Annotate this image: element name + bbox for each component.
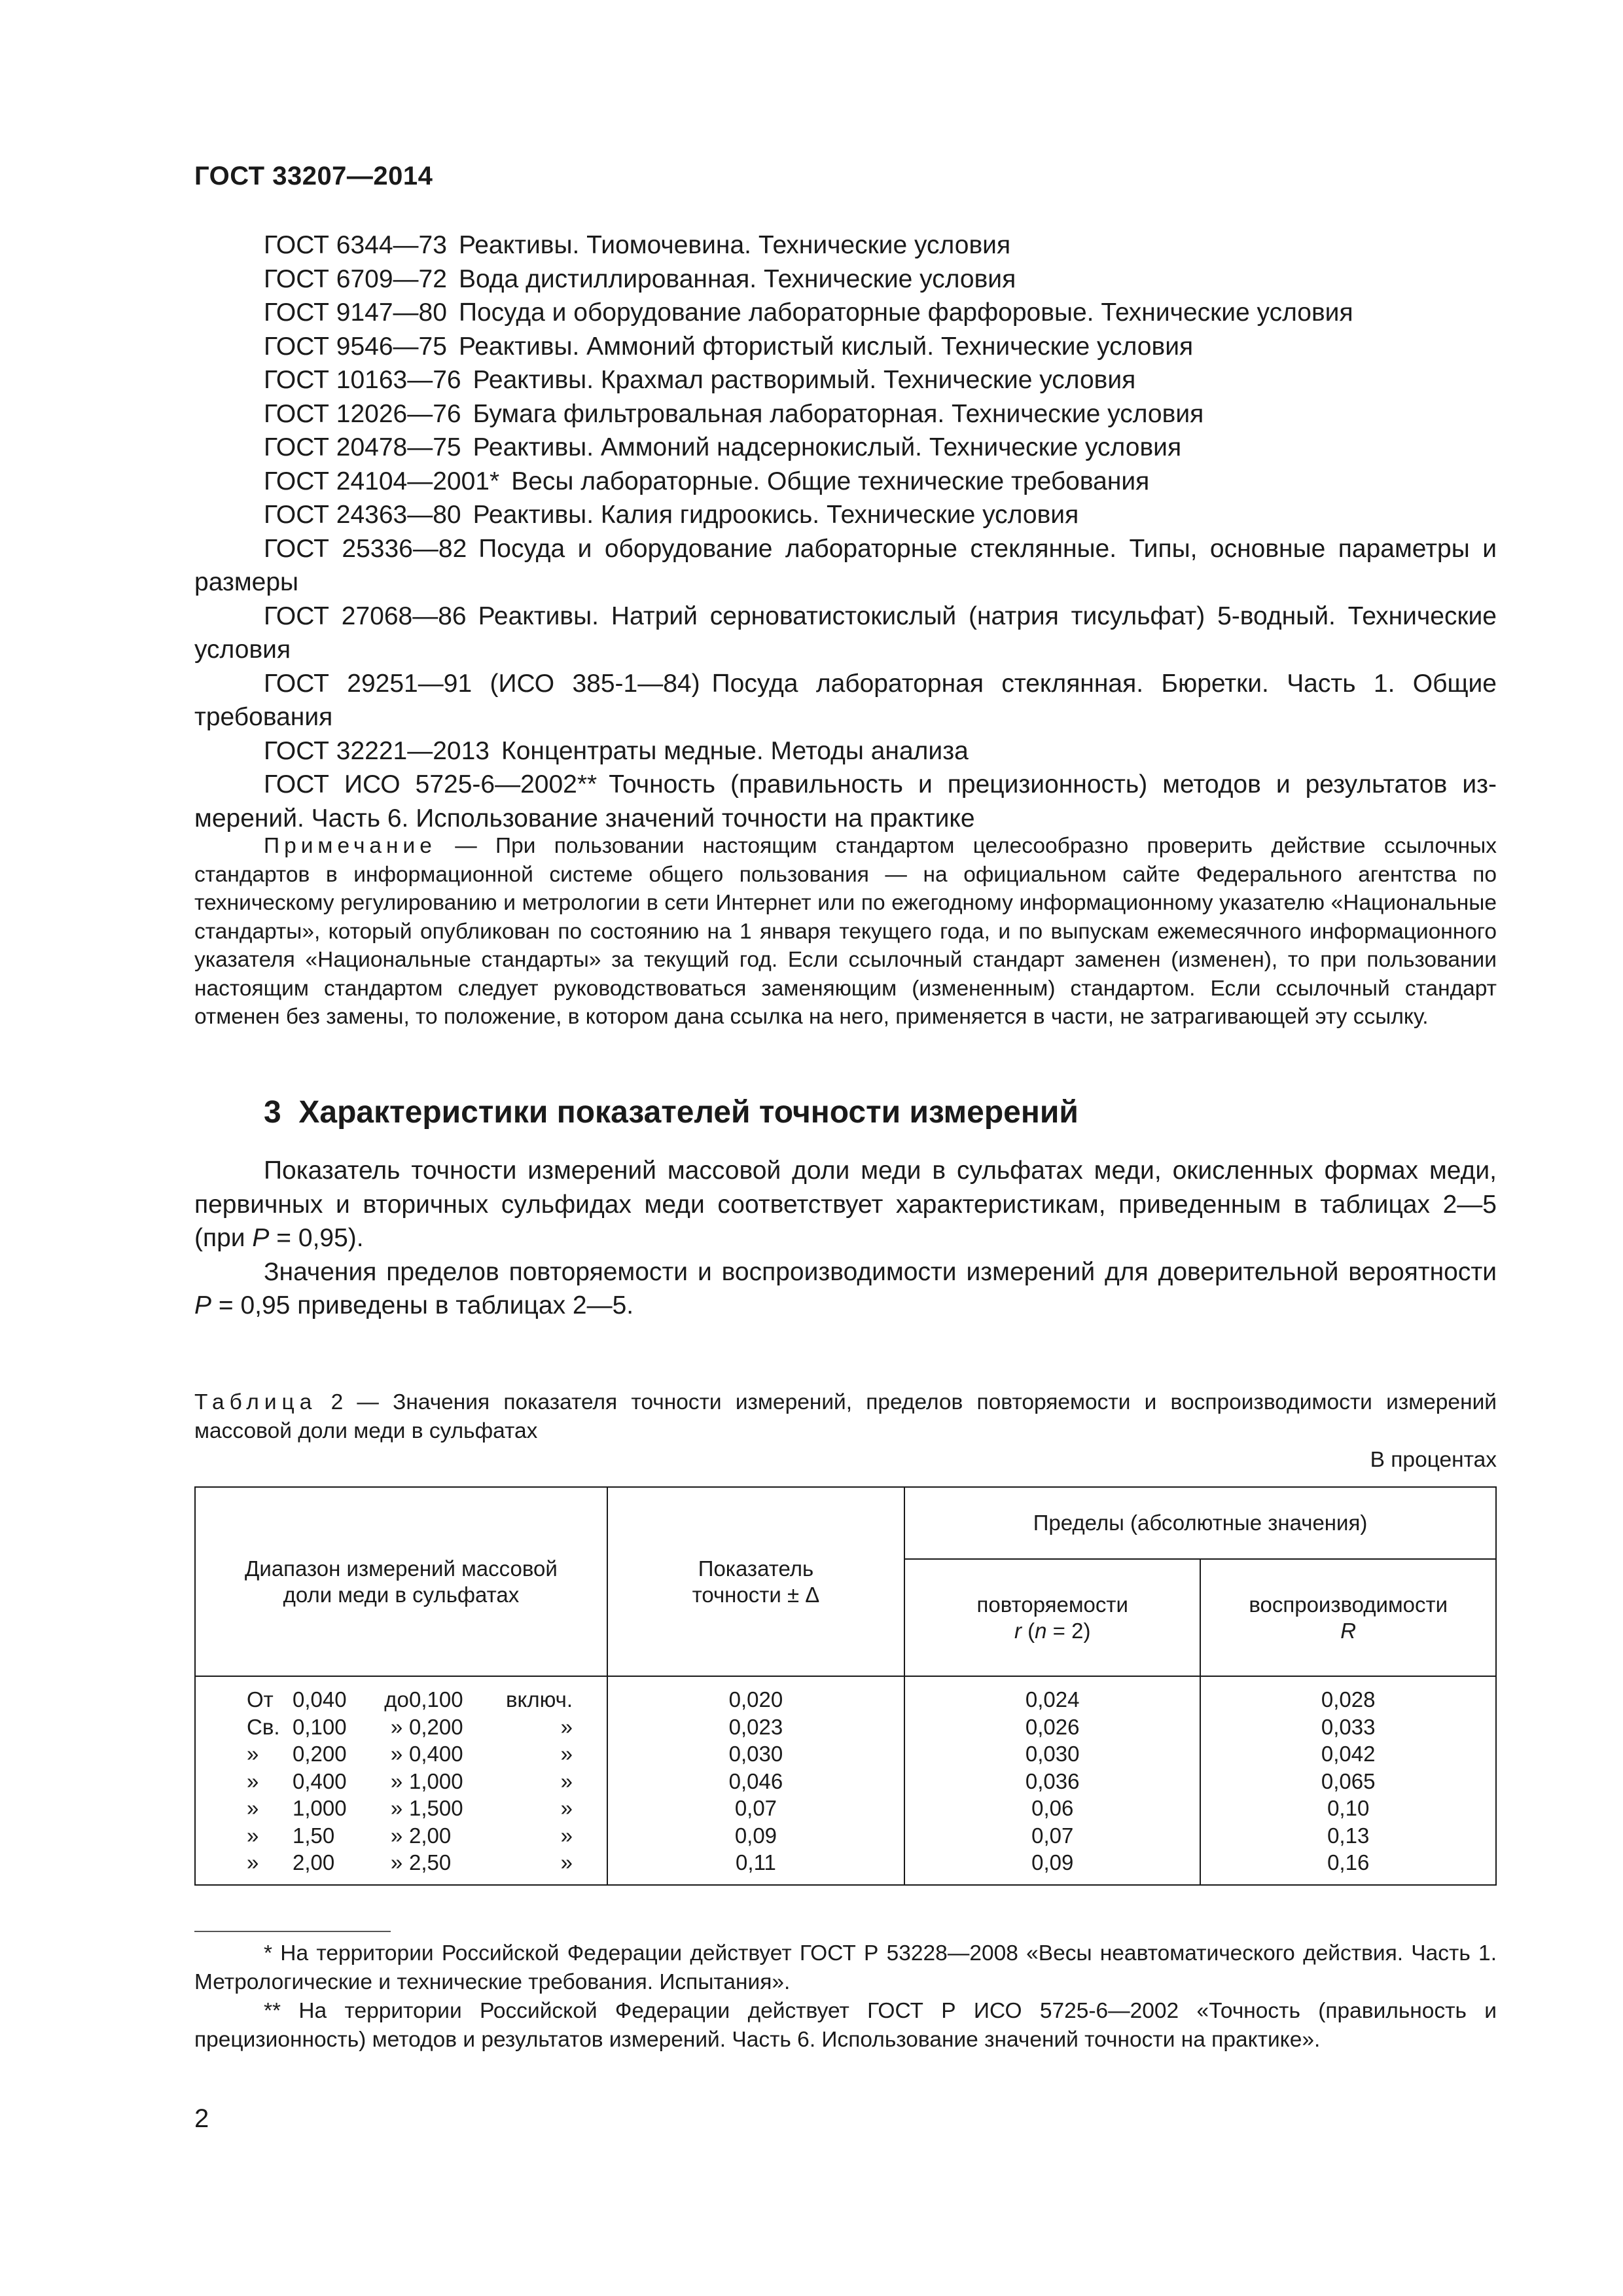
section-heading <box>264 1094 1079 1130</box>
reference-item <box>194 397 1497 431</box>
repeatability-cell: 0,024 <box>1025 1687 1080 1712</box>
accuracy-cell: 0,11 <box>736 1850 776 1874</box>
reproducibility-column <box>1200 1676 1496 1885</box>
reference-code: ГОСТ 6709—72 <box>264 264 447 293</box>
accuracy-cell: 0,023 <box>728 1714 783 1739</box>
body-paragraph: Значения пределов повторяемости и воспроизводимости измерений для доверительной вероятности P = 0,95 приведены в таблицах 2—5. <box>194 1257 1497 1319</box>
range-row: » 0,200 » 0,400 » <box>247 1742 573 1766</box>
reference-code: ГОСТ 9147—80 <box>264 298 447 327</box>
note-paragraph <box>194 832 1497 1031</box>
reference-title: Посуда и оборудование лабораторные стеклянные. Типы, основные параметры и размеры <box>194 534 1497 596</box>
footnote-item: * На территории Российской Федерации действует ГОСТ Р 53228—2008 «Весы неавтоматического действия. Часть 1. Метрологические и технические требования. Испытания». <box>194 1941 1497 1994</box>
section-title: Характеристики показателей точности измерений <box>298 1095 1079 1130</box>
table-caption-label: Таблица <box>194 1390 317 1414</box>
table-body-row <box>195 1676 1496 1885</box>
range-row: » 1,50 » 2,00 » <box>247 1823 573 1848</box>
reference-code: ГОСТ 20478—75 <box>264 433 461 461</box>
reference-title: Бумага фильтровальная лабораторная. Технические условия <box>473 399 1204 428</box>
accuracy-cell: 0,046 <box>728 1768 783 1793</box>
repeatability-column <box>904 1676 1200 1885</box>
reproducibility-cell: 0,13 <box>1327 1823 1370 1848</box>
reference-item <box>194 228 1497 262</box>
accuracy-cell: 0,030 <box>728 1742 783 1766</box>
repeatability-cell: 0,06 <box>1031 1796 1074 1820</box>
reference-item <box>194 667 1497 734</box>
reference-code: ГОСТ 12026—76 <box>264 399 461 428</box>
body-paragraph: Показатель точности измерений массовой доли меди в сульфатах меди, окисленных формах меди, первичных и вторичных сульфидах меди соответствует характеристикам, приведенным в таблицах 2—5 (при P = 0,95). <box>194 1157 1497 1252</box>
reference-title: Посуда лабораторная стеклянная. Бюретки. Часть 1. Общие требования <box>194 669 1497 731</box>
reference-item <box>194 600 1497 667</box>
reproducibility-cell: 0,16 <box>1327 1850 1370 1874</box>
reference-item <box>194 262 1497 296</box>
reference-code: ГОСТ 32221—2013 <box>264 736 490 765</box>
table-units: В процентах <box>1370 1448 1497 1472</box>
reference-code: ГОСТ 6344—73 <box>264 231 447 259</box>
normative-references-list <box>194 228 1497 835</box>
reference-code: ГОСТ 24104—2001* <box>264 467 500 495</box>
reference-title: Весы лабораторные. Общие технические требования <box>511 467 1150 495</box>
reference-code: ГОСТ 10163—76 <box>264 366 461 394</box>
variable-P: P <box>194 1291 212 1319</box>
reference-title: Посуда и оборудование лабораторные фарфоровые. Технические условия <box>458 298 1353 327</box>
header-limits: Пределы (абсолютные значения) <box>904 1487 1496 1559</box>
reference-title: Реактивы. Тиомочевина. Технические условия <box>458 231 1011 259</box>
reference-item <box>194 296 1497 330</box>
accuracy-cell: 0,020 <box>728 1687 783 1712</box>
range-row: Св. 0,100 » 0,200 » <box>247 1714 573 1739</box>
range-row: » 2,00 » 2,50 » <box>247 1850 573 1874</box>
reference-title: Реактивы. Натрий серноватистокислый (натрия тисульфат) 5-водный. Технические условия <box>194 601 1497 664</box>
reference-title: Концентраты медные. Методы анализа <box>501 736 969 765</box>
data-table <box>194 1486 1497 1886</box>
note-label: Примечание <box>264 834 437 858</box>
table-caption <box>194 1388 1497 1446</box>
repeatability-cell: 0,07 <box>1031 1823 1074 1848</box>
reproducibility-cell: 0,028 <box>1321 1687 1376 1712</box>
accuracy-cell: 0,07 <box>734 1796 777 1820</box>
reproducibility-cell: 0,065 <box>1321 1768 1376 1793</box>
repeatability-cell: 0,026 <box>1025 1714 1080 1739</box>
reference-item <box>194 734 1497 768</box>
header-reproducibility: воспроизводимости R <box>1200 1559 1496 1676</box>
reference-code: ГОСТ 24363—80 <box>264 501 461 529</box>
accuracy-column <box>607 1676 904 1885</box>
header-repeatability: повторяемости r (n = 2) <box>904 1559 1200 1676</box>
reference-code: ГОСТ 27068—86 <box>264 601 467 630</box>
reference-item <box>194 532 1497 600</box>
reference-title: Реактивы. Аммоний фтористый кислый. Технические условия <box>458 332 1194 361</box>
reproducibility-cell: 0,033 <box>1321 1714 1376 1739</box>
reference-code: ГОСТ 29251—91 (ИСО 385-1—84) <box>264 669 700 698</box>
repeatability-cell: 0,09 <box>1031 1850 1074 1874</box>
section-body <box>194 1154 1497 1323</box>
footnotes <box>194 1939 1497 2054</box>
reference-item <box>194 363 1497 397</box>
range-row: От 0,040 до0,100 включ. <box>247 1687 573 1712</box>
section-number: 3 <box>264 1095 281 1130</box>
table-caption-text: 2 — Значения показателя точности измерений, пределов повторяемости и воспроизводимости измерений массовой доли меди в сульфатах <box>194 1390 1497 1443</box>
reproducibility-cell: 0,042 <box>1321 1742 1376 1766</box>
reference-item <box>194 498 1497 532</box>
range-column <box>195 1676 607 1885</box>
header-range: Диапазон измерений массовой доли меди в сульфатах <box>195 1487 607 1676</box>
note-text: — При пользовании настоящим стандартом целесообразно проверить действие ссылочных стандартов в информационной системе общего пользования — на официальном сайте Федерального агентства по техническому регулированию и метрологии в сети Интернет или по ежегодному информационному указателю «Национальные стандарты», который опубликован по состоянию на 1 января текущего года, и по выпускам ежемесячного информационного указателя «Национальные стандарты» за текущий год. Если ссылочный стандарт заменен (изменен), то при пользовании настоящим стандартом следует руководствоваться заменяющим (измененным) стандартом. Если ссылочный стандарт отменен без замены, то положение, в котором дана ссылка на него, применяется в части, не затрагивающей эту ссылку. <box>194 834 1497 1029</box>
reference-title: Точность (правильность и прецизионность) методов и результатов измерений. Часть 6. Использование значений точности на практике <box>194 770 1497 833</box>
reference-item <box>194 768 1497 835</box>
reference-code: ГОСТ ИСО 5725-6—2002** <box>264 770 597 798</box>
reference-code: ГОСТ 25336—82 <box>264 534 467 563</box>
reference-item <box>194 431 1497 465</box>
footnote-separator <box>194 1931 391 1932</box>
reference-title: Реактивы. Крахмал растворимый. Технические условия <box>473 366 1136 394</box>
range-row: » 1,000 » 1,500 » <box>247 1796 573 1820</box>
reference-title: Вода дистиллированная. Технические условия <box>458 264 1016 293</box>
reference-code: ГОСТ 9546—75 <box>264 332 447 361</box>
reference-item <box>194 330 1497 364</box>
repeatability-cell: 0,036 <box>1025 1768 1080 1793</box>
reference-item <box>194 465 1497 499</box>
repeatability-cell: 0,030 <box>1025 1742 1080 1766</box>
document-number-header: ГОСТ 33207—2014 <box>194 162 433 190</box>
reference-title: Реактивы. Аммоний надсернокислый. Технические условия <box>473 433 1182 461</box>
accuracy-cell: 0,09 <box>734 1823 777 1848</box>
variable-P: P <box>252 1224 270 1252</box>
header-accuracy: Показатель точности ± Δ <box>607 1487 904 1676</box>
reproducibility-cell: 0,10 <box>1327 1796 1370 1820</box>
footnote-item: ** На территории Российской Федерации действует ГОСТ Р ИСО 5725-6—2002 «Точность (правильность и прецизионность) методов и результатов измерений. Часть 6. Использование значений точности на практике». <box>194 1999 1497 2052</box>
range-row: » 0,400 » 1,000 » <box>247 1768 573 1793</box>
page-number: 2 <box>194 2104 209 2133</box>
reference-title: Реактивы. Калия гидроокись. Технические условия <box>473 501 1079 529</box>
